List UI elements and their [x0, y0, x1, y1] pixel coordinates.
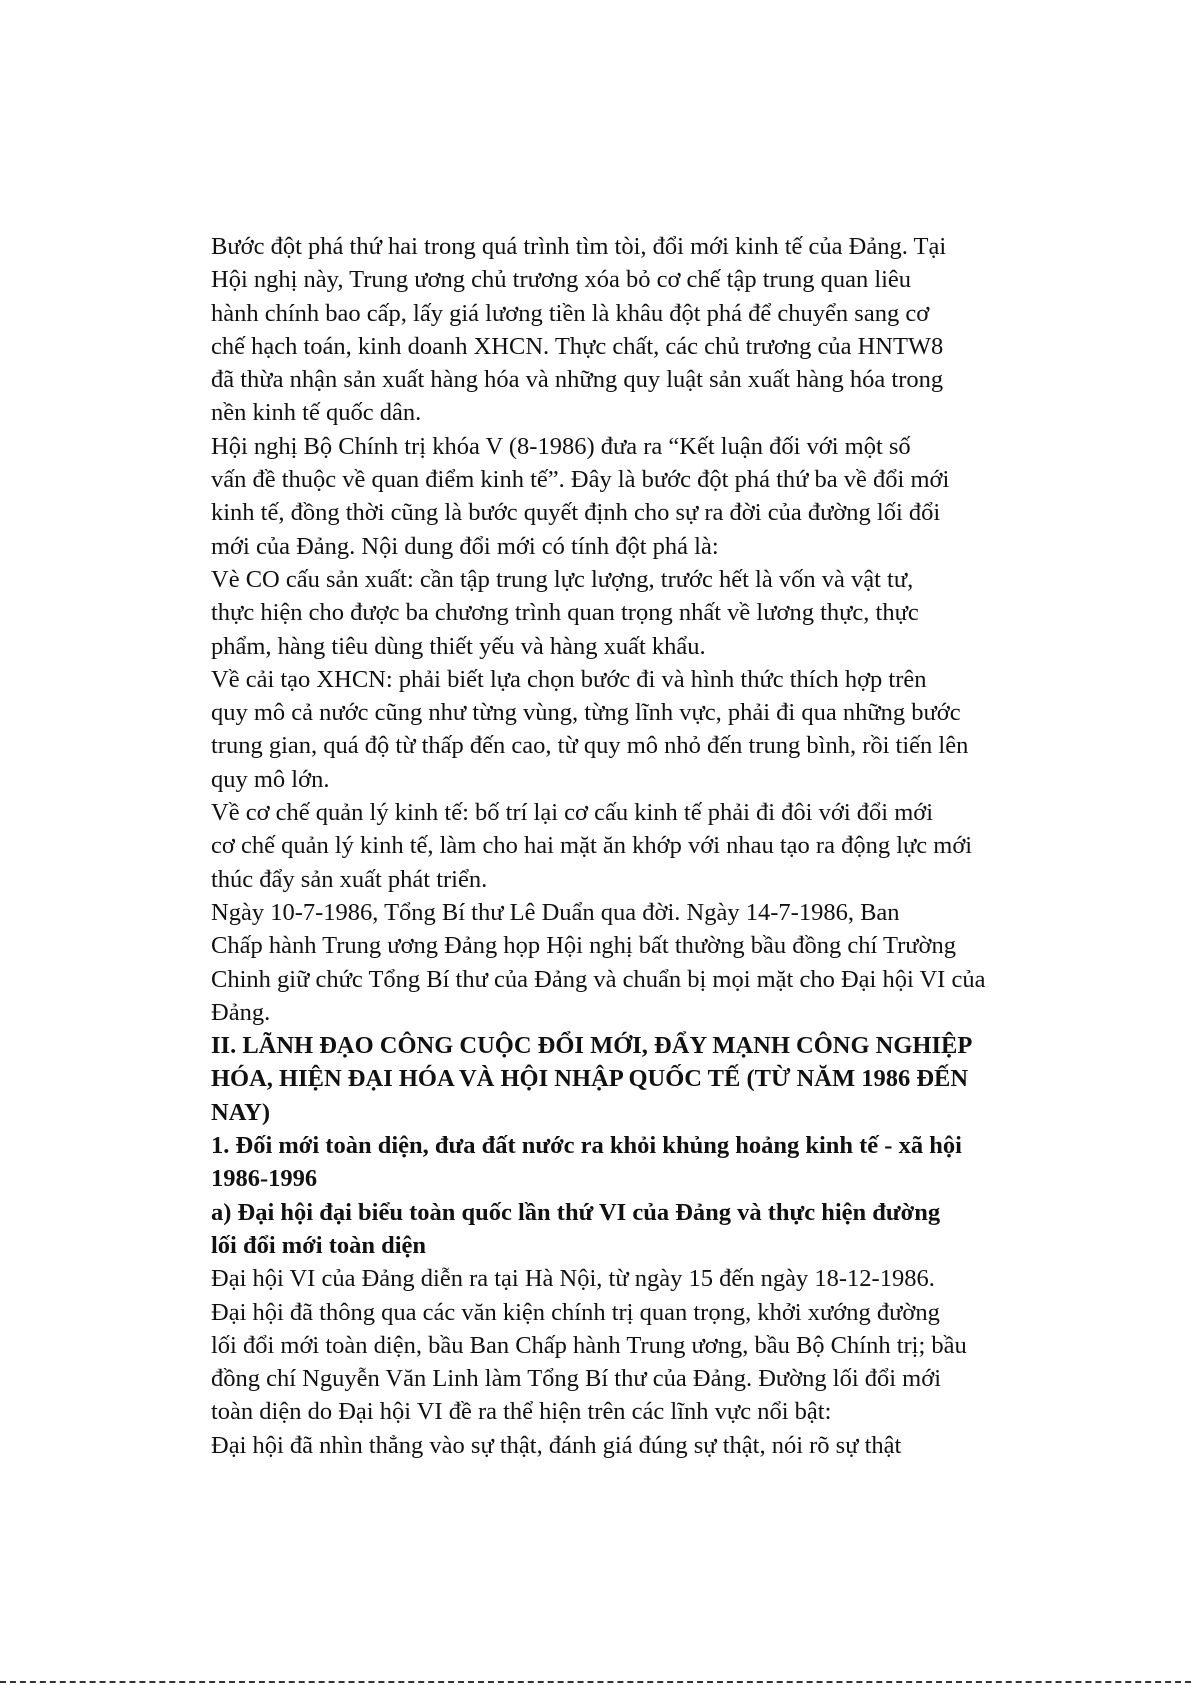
text-line: cơ chế quản lý kinh tế, làm cho hai mặt ăn khớp với nhau tạo ra động lực mới	[211, 832, 973, 860]
text-line: toàn diện do Đại hội VI đề ra thể hiện trên các lĩnh vực nổi bật:	[211, 1398, 832, 1426]
text-line: chế hạch toán, kinh doanh XHCN. Thực chất, các chủ trương của HNTW8	[211, 332, 944, 360]
text-line: Đại hội đã thông qua các văn kiện chính trị quan trọng, khởi xướng đường	[211, 1298, 940, 1326]
section-heading	[211, 1196, 1023, 1263]
paragraph	[211, 896, 1023, 1029]
paragraph	[211, 230, 1023, 430]
document-body	[211, 230, 1023, 1462]
text-line: vấn đề thuộc về quan điểm kinh tế”. Đây là bước đột phá thứ ba về đổi mới	[211, 466, 950, 494]
text-line: trung gian, quá độ từ thấp đến cao, từ quy mô nhỏ đến trung bình, rồi tiến lên	[211, 732, 969, 760]
paragraph	[211, 563, 1023, 663]
text-line: đã thừa nhận sản xuất hàng hóa và những quy luật sản xuất hàng hóa trong	[211, 366, 944, 394]
text-line: a) Đại hội đại biểu toàn quốc lần thứ VI của Đảng và thực hiện đường	[211, 1198, 941, 1226]
text-line: Ngày 10-7-1986, Tổng Bí thư Lê Duẩn qua đời. Ngày 14-7-1986, Ban	[211, 898, 900, 926]
text-line: Hội nghị Bộ Chính trị khóa V (8-1986) đưa ra “Kết luận đối với một số	[211, 432, 911, 460]
text-line: Vè CO cấu sản xuất: cần tập trung lực lượng, trước hết là vốn và vật tư,	[211, 565, 914, 593]
text-line: mới của Đảng. Nội dung đổi mới có tính đột phá là:	[211, 532, 719, 560]
page-bottom-divider	[0, 1681, 1191, 1683]
text-line: quy mô cả nước cũng như từng vùng, từng lĩnh vực, phải đi qua những bước	[211, 699, 961, 727]
paragraph	[211, 430, 1023, 563]
text-line: Chấp hành Trung ương Đảng họp Hội nghị bất thường bầu đồng chí Trường	[211, 932, 956, 960]
section-heading	[211, 1029, 1023, 1129]
paragraph	[211, 1429, 1023, 1462]
text-line: phẩm, hàng tiêu dùng thiết yếu và hàng xuất khẩu.	[211, 632, 706, 660]
text-line: Về cải tạo XHCN: phải biết lựa chọn bước đi và hình thức thích hợp trên	[211, 665, 927, 693]
text-line: Đại hội VI của Đảng diễn ra tại Hà Nội, từ ngày 15 đến ngày 18-12-1986.	[211, 1265, 935, 1293]
text-line: Chinh giữ chức Tổng Bí thư của Đảng và chuẩn bị mọi mặt cho Đại hội VI của	[211, 965, 986, 993]
text-line: thực hiện cho được ba chương trình quan trọng nhất về lương thực, thực	[211, 599, 919, 627]
paragraph	[211, 1262, 1023, 1428]
text-line: NAY)	[211, 1098, 270, 1126]
text-line: 1. Đối mới toàn diện, đưa đất nước ra khỏi khủng hoảng kinh tế - xã hội	[211, 1132, 962, 1160]
text-line: Về cơ chế quản lý kinh tế: bố trí lại cơ cấu kinh tế phải đi đôi với đổi mới	[211, 799, 934, 827]
section-heading	[211, 1129, 1023, 1196]
text-line: Bước đột phá thứ hai trong quá trình tìm tòi, đổi mới kinh tế của Đảng. Tại	[211, 233, 947, 260]
paragraph	[211, 663, 1023, 796]
text-line: Hội nghị này, Trung ương chủ trương xóa bỏ cơ chế tập trung quan liêu	[211, 266, 912, 294]
text-line: đồng chí Nguyễn Văn Linh làm Tổng Bí thư của Đảng. Đường lối đổi mới	[211, 1365, 941, 1393]
text-line: 1986-1996	[211, 1165, 318, 1193]
text-line: thúc đẩy sản xuất phát triển.	[211, 865, 488, 893]
text-line: quy mô lớn.	[211, 765, 330, 793]
text-line: II. LÃNH ĐẠO CÔNG CUỘC ĐỔI MỚI, ĐẨY MẠNH CÔNG NGHIỆP	[211, 1032, 973, 1060]
text-line: Đại hội đã nhìn thẳng vào sự thật, đánh giá đúng sự thật, nói rõ sự thật	[211, 1431, 902, 1459]
text-line: lối đổi mới toàn diện, bầu Ban Chấp hành Trung ương, bầu Bộ Chính trị; bầu	[211, 1331, 967, 1359]
text-line: kinh tế, đồng thời cũng là bước quyết định cho sự ra đời của đường lối đổi	[211, 499, 941, 527]
paragraph	[211, 796, 1023, 896]
text-line: HÓA, HIỆN ĐẠI HÓA VÀ HỘI NHẬP QUỐC TẾ (TỪ NĂM 1986 ĐẾN	[211, 1065, 969, 1093]
text-line: hành chính bao cấp, lấy giá lương tiền là khâu đột phá để chuyển sang cơ	[211, 299, 930, 327]
text-line: nền kinh tế quốc dân.	[211, 399, 422, 427]
text-line: lối đổi mới toàn diện	[211, 1231, 427, 1259]
text-line: Đảng.	[211, 998, 271, 1026]
